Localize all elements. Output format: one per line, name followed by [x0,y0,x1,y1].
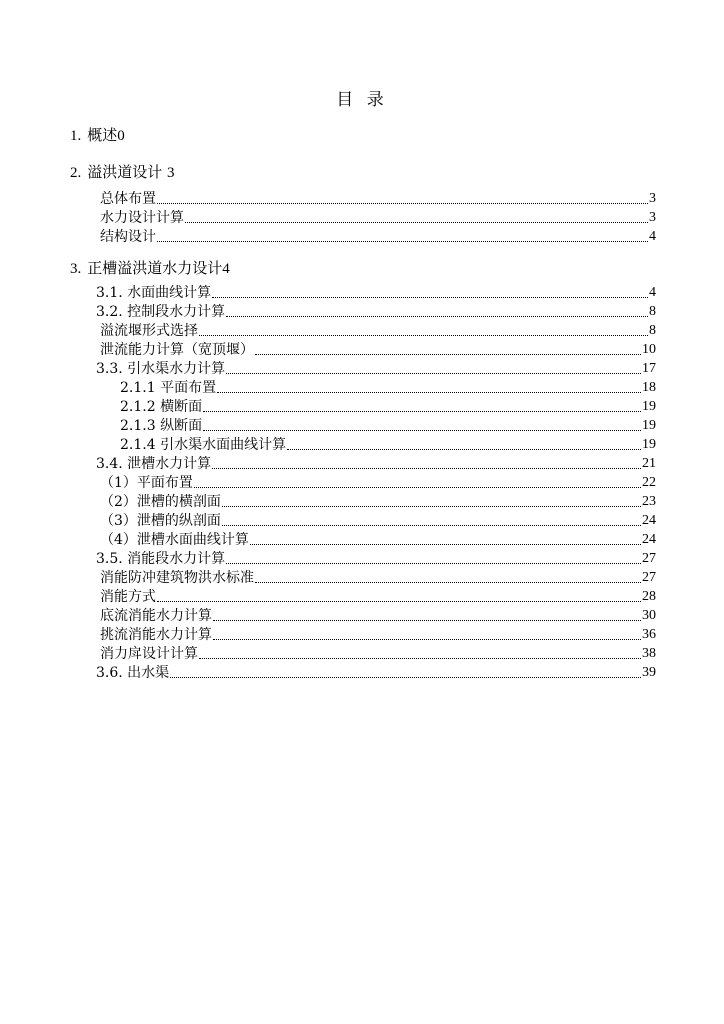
chapter-page: 4 [222,261,230,277]
toc-entry[interactable] [120,436,656,454]
entry-page: 8 [649,323,656,338]
entry-text: 3.3. 引水渠水力计算 [96,361,226,377]
entry-text: 结构设计 [100,229,156,245]
entry-page: 28 [642,589,656,604]
dot-leader [157,240,648,242]
chapter-page: 0 [117,128,125,144]
entry-text: 底流消能水力计算 [100,608,212,624]
toc-entry[interactable] [96,303,656,321]
entry-page: 27 [642,551,656,566]
toc-entry[interactable] [100,322,656,340]
entry-page: 8 [649,304,656,319]
dot-leader [287,448,641,450]
entry-page: 3 [649,210,656,225]
entry-text: （3）泄槽的纵剖面 [100,513,221,529]
entry-text: 2.1.4 引水渠水面曲线计算 [120,437,287,453]
dot-leader [199,334,648,336]
entry-page: 22 [642,475,656,490]
dot-leader [185,221,648,223]
entry-page: 27 [642,570,656,585]
dot-leader [255,353,641,355]
dot-leader [213,638,641,640]
toc-entry[interactable] [100,228,656,246]
chapter-label: 正槽溢洪道水力设计 [87,259,223,277]
entry-page: 3 [649,191,656,206]
entry-text: （4）泄槽水面曲线计算 [100,532,249,548]
entry-text: 3.6. 出水渠 [96,665,170,681]
entry-text: 3.4. 泄槽水力计算 [96,456,212,472]
chapter-number: 1. [70,128,82,144]
toc-entry[interactable] [100,645,656,663]
chapter-label: 概述 [87,126,118,144]
entry-text: 泄流能力计算（宽顶堰） [100,342,254,358]
toc-title: 目 录 [336,90,388,110]
entry-page: 19 [642,399,656,414]
dot-leader [226,372,641,374]
toc-chapter[interactable] [70,124,125,145]
dot-leader [217,391,641,393]
toc-entry[interactable] [100,474,656,492]
entry-text: 3.2. 控制段水力计算 [96,304,226,320]
entry-text: 2.1.2 横断面 [120,399,203,415]
entry-page: 4 [649,285,656,300]
toc-entry[interactable] [100,626,656,644]
entry-page: 21 [642,456,656,471]
entry-page: 30 [642,608,656,623]
entry-text: 水力设计计算 [100,210,184,226]
toc-entry[interactable] [96,284,656,302]
dot-leader [157,202,648,204]
entry-page: 23 [642,494,656,509]
entry-text: 消能方式 [100,589,156,605]
toc-entry[interactable] [100,341,656,359]
chapter-number: 2. [70,165,82,181]
entry-page: 38 [642,646,656,661]
toc-chapter[interactable] [70,161,175,182]
toc-chapter[interactable] [70,257,230,278]
entry-page: 4 [649,229,656,244]
chapter-number: 3. [70,261,82,277]
dot-leader [157,600,641,602]
entry-page: 36 [642,627,656,642]
dot-leader [203,429,641,431]
chapter-page: 3 [167,165,175,181]
toc-entry[interactable] [120,379,656,397]
entry-text: 总体布置 [100,191,156,207]
toc-entry[interactable] [100,190,656,208]
chapter-label: 溢洪道设计 [87,163,163,181]
dot-leader [226,562,641,564]
dot-leader [222,505,641,507]
entry-page: 19 [642,437,656,452]
toc-entry[interactable] [96,550,656,568]
entry-text: 溢流堰形式选择 [100,323,198,339]
toc-entry[interactable] [96,360,656,378]
toc-entry[interactable] [96,664,656,682]
dot-leader [222,524,641,526]
entry-text: 消力戽设计计算 [100,646,198,662]
entry-text: （2）泄槽的横剖面 [100,494,221,510]
toc-entry[interactable] [120,398,656,416]
entry-text: （1）平面布置 [100,475,193,491]
dot-leader [212,296,648,298]
entry-text: 消能防冲建筑物洪水标准 [100,570,254,586]
dot-leader [250,543,641,545]
entry-page: 39 [642,665,656,680]
dot-leader [203,410,641,412]
toc-entry[interactable] [120,417,656,435]
entry-text: 挑流消能水力计算 [100,627,212,643]
toc-entry[interactable] [100,607,656,625]
dot-leader [199,657,641,659]
entry-page: 24 [642,513,656,528]
toc-entry[interactable] [100,512,656,530]
toc-entry[interactable] [100,493,656,511]
dot-leader [226,315,648,317]
dot-leader [170,676,641,678]
toc-entry[interactable] [100,588,656,606]
dot-leader [255,581,641,583]
entry-text: 3.5. 消能段水力计算 [96,551,226,567]
toc-entry[interactable] [100,531,656,549]
entry-page: 18 [642,380,656,395]
toc-entry[interactable] [96,455,656,473]
entry-text: 3.1. 水面曲线计算 [96,285,212,301]
toc-entry[interactable] [100,209,656,227]
entry-page: 19 [642,418,656,433]
entry-text: 2.1.3 纵断面 [120,418,203,434]
entry-text: 2.1.1 平面布置 [120,380,217,396]
dot-leader [212,467,641,469]
dot-leader [194,486,641,488]
toc-entry[interactable] [100,569,656,587]
entry-page: 10 [642,342,656,357]
entry-page: 17 [642,361,656,376]
dot-leader [213,619,641,621]
entry-page: 24 [642,532,656,547]
